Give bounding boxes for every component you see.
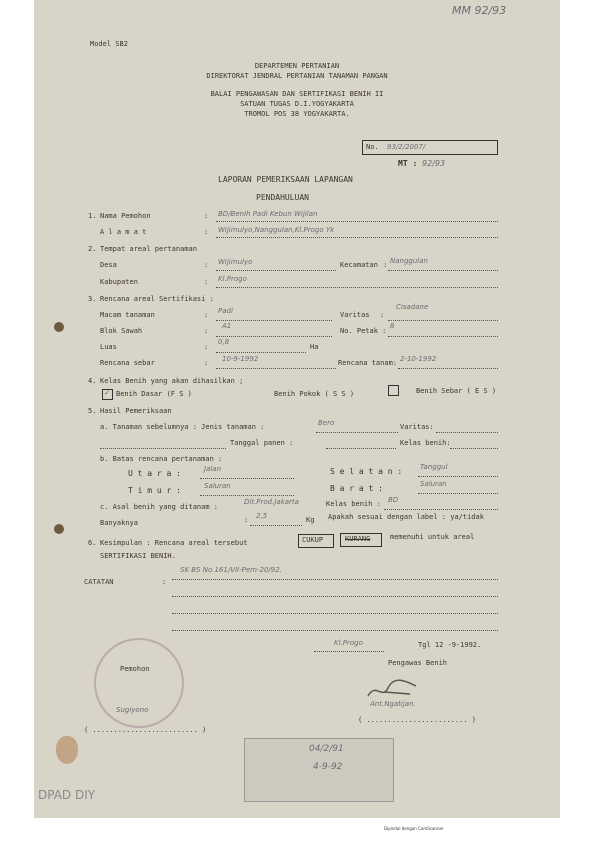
benih-pokok-label: Benih Pokok ( S S ) bbox=[274, 390, 355, 398]
s3-num: 3. bbox=[88, 295, 97, 303]
kabupaten-label: Kabupaten bbox=[100, 278, 138, 286]
scanner-watermark: Dipindai dengan CamScanner bbox=[384, 826, 444, 831]
title-line-1: LAPORAN PEMERIKSAAN LAPANGAN bbox=[218, 175, 353, 184]
c-kelas-benih-label: Kelas benih : bbox=[326, 500, 381, 508]
mt-label: MT : bbox=[398, 159, 418, 168]
ref-box bbox=[362, 140, 498, 155]
header-line-4: SATUAN TUGAS D.I.YOGYAKARTA bbox=[240, 100, 354, 108]
no-petak-value: 8 bbox=[390, 322, 395, 330]
benih-dasar-label: Benih Dasar (F S ) bbox=[116, 390, 192, 398]
title-line-2: PENDAHULUAN bbox=[256, 193, 309, 202]
catatan-label: CATATAN bbox=[84, 578, 114, 586]
utara-label: U t a r a : bbox=[128, 469, 181, 478]
varitas-value: Cisadane bbox=[396, 303, 429, 311]
varitas-label: Varitas bbox=[340, 311, 370, 319]
kecamatan-label: Kecamatan bbox=[340, 261, 378, 269]
document-page: MM 92/93 Model SB2 DEPARTEMEN PERTANIAN DIREKTORAT JENDRAL PERTANIAN TANAMAN PANGAN BALAI PENGAWASAN DAN SERTIFIKASI BENIH II SATUAN TUGAS D.I.YOGYAKARTA TROMOL POS 38 YOGYAKARTA. No. 93/2/2007/ MT : 92/93 LAPORAN PEMERIKSAAN LAPANGAN PENDAHULUAN 1. Nama Pemohon : BD/Benih Padi Kebun Wijilan A l a m a t : Wijimulyo,Nanggulan,Kl.Progo Yk 2. Tempat areal pertanaman Desa : Wijimulyo Kecamatan : Nanggulan Kabupaten : Kl.Progo 3. Rencana areal Sertifikasi : Macam tanaman : Padi Varitas : Cisadane Blok Sawah : A1 No. Petak : 8 Luas : 0,8 Ha Rencana sebar : 10-9-1992 Rencana tanam: 2-10-1992 4. Kelas Benih yang akan dihasilkan ; ✓ Benih Dasar (F S ) Benih Pokok ( S S ) Benih Sebar ( E S ) 5. Hasil Pemeriksaan a. Tanaman sebelumnya : Jenis tanaman : Bero Varitas: Tanggal panen : Kelas benih: b. Batas rencana pertanaman : U t a r a : Jalan S e l a t a n : Tanggul T i m u r : Saluran B a r a t : Saluran c. Asal benih yang ditanam : Dit.Prod.Jakarta Kelas benih : BD Banyaknya : 2,5 Kg Apakah sesuai dengan label : ya/tidak 6. Kesimpulan : Rencana areal tersebut CUKUP KURANG memenuhi untuk areal SERTIFIKASI BENIH. CATATAN : SK BS No.161/VII-Pem-20/92. Kl.Progo Tgl 12 -9-1992. Pengawas Benih Pemohon Sugiyono Ant.Ngatijan. ( ......................... ) ( ........................ ) 04/2/91 4-9-92 DPAD DIY bbox=[34, 0, 560, 818]
desa-value: Wijimulyo bbox=[218, 258, 253, 266]
cukup-label: CUKUP bbox=[302, 536, 324, 544]
selatan-value: Tanggul bbox=[420, 463, 448, 471]
luas-label: Luas bbox=[100, 343, 117, 351]
sertifikasi-benih: SERTIFIKASI BENIH. bbox=[100, 552, 176, 560]
cukup-box bbox=[298, 534, 334, 548]
s5-num: 5. bbox=[88, 407, 97, 415]
asal-benih-label: c. Asal benih yang ditanam : bbox=[100, 503, 219, 511]
blok-sawah-label: Blok Sawah bbox=[100, 327, 143, 335]
punch-hole-top bbox=[54, 322, 64, 332]
model-label: Model SB2 bbox=[90, 40, 128, 48]
sesuai-label: Apakah sesuai dengan label : ya/tidak bbox=[328, 513, 484, 521]
tempat-areal-label: Tempat areal pertanaman bbox=[100, 245, 197, 253]
asal-benih-value: Dit.Prod.Jakarta bbox=[244, 498, 299, 506]
benih-dasar-checkbox: ✓ bbox=[102, 389, 113, 400]
kesimpulan-label: Kesimpulan : Rencana areal tersebut bbox=[100, 539, 248, 547]
s1-num: 1. bbox=[88, 212, 97, 220]
desa-label: Desa bbox=[100, 261, 117, 269]
header-line-3: BALAI PENGAWASAN DAN SERTIFIKASI BENIH II bbox=[210, 90, 384, 98]
benih-pokok-checkbox bbox=[388, 385, 399, 396]
jenis-tanaman-value: Bero bbox=[318, 419, 335, 427]
header-line-2: DIREKTORAT JENDRAL PERTANIAN TANAMAN PANGAN bbox=[206, 72, 388, 80]
catatan-value: SK BS No.161/VII-Pem-20/92. bbox=[180, 566, 282, 574]
received-line-2: 4-9-92 bbox=[313, 762, 343, 772]
footer-logo: DPAD DIY bbox=[38, 788, 96, 802]
banyaknya-value: 2,5 bbox=[256, 512, 268, 520]
alamat-label: A l a m a t bbox=[100, 228, 147, 236]
sign-place: Kl.Progo bbox=[334, 639, 363, 647]
nama-pemohon-label: Nama Pemohon bbox=[100, 212, 151, 220]
hasil-pemeriksaan-label: Hasil Pemeriksaan bbox=[100, 407, 172, 415]
luas-value: 0,8 bbox=[218, 338, 230, 346]
sign-date: Tgl 12 -9-1992. bbox=[418, 641, 482, 649]
selatan-label: S e l a t a n : bbox=[330, 467, 403, 476]
ref-no-label: No. bbox=[366, 143, 379, 151]
pemohon-label: Pemohon bbox=[120, 665, 150, 673]
barat-value: Saluran bbox=[420, 480, 447, 488]
batas-rencana-label: b. Batas rencana pertanaman : bbox=[100, 455, 223, 463]
corner-note: MM 92/93 bbox=[452, 4, 507, 17]
nama-pemohon-value: BD/Benih Padi Kebun Wijilan bbox=[218, 210, 318, 218]
header-line-5: TROMOL POS 38 YOGYAKARTA. bbox=[244, 110, 350, 118]
benih-sebar-label: Benih Sebar ( E S ) bbox=[416, 387, 497, 395]
s4-num: 4. bbox=[88, 377, 97, 385]
rencana-tanam-label: Rencana tanam: bbox=[338, 359, 398, 367]
s6-num: 6. bbox=[88, 539, 97, 547]
punch-hole-bottom bbox=[54, 524, 64, 534]
no-petak-label: No. Petak : bbox=[340, 327, 387, 335]
barat-label: B a r a t : bbox=[330, 484, 383, 493]
pemohon-name: Sugiyono bbox=[116, 706, 149, 714]
rencana-tanam-value: 2-10-1992 bbox=[400, 355, 437, 363]
kesimpulan-tail: memenuhi untuk areal bbox=[390, 533, 475, 541]
pengawas-benih-label: Pengawas Benih bbox=[388, 659, 448, 667]
received-line-1: 04/2/91 bbox=[309, 744, 344, 754]
utara-value: Jalan bbox=[204, 465, 222, 473]
macam-tanaman-value: Padi bbox=[218, 307, 233, 315]
received-stamp bbox=[244, 738, 394, 802]
kabupaten-value: Kl.Progo bbox=[218, 275, 247, 283]
alamat-value: Wijimulyo,Nanggulan,Kl.Progo Yk bbox=[218, 226, 335, 234]
kg-unit: Kg bbox=[306, 516, 315, 524]
blok-sawah-value: A1 bbox=[222, 322, 232, 330]
tanaman-sebelumnya-label: a. Tanaman sebelumnya : Jenis tanaman : bbox=[100, 423, 265, 431]
dpad-emblem bbox=[56, 736, 78, 764]
rencana-sebar-value: 10-9-1992 bbox=[222, 355, 259, 363]
ha-unit: Ha bbox=[310, 343, 319, 351]
c-kelas-benih-value: BD bbox=[388, 496, 399, 504]
a-kelas-benih-label: Kelas benih: bbox=[400, 439, 451, 447]
ref-no-value: 93/2/2007/ bbox=[387, 143, 426, 151]
kurang-box bbox=[340, 533, 382, 547]
a-varitas-label: Varitas: bbox=[400, 423, 434, 431]
mt-value: 92/93 bbox=[422, 159, 446, 168]
kurang-label: KURANG bbox=[345, 535, 371, 543]
rencana-areal-label: Rencana areal Sertifikasi : bbox=[100, 295, 214, 303]
s2-num: 2. bbox=[88, 245, 97, 253]
kelas-benih-label: Kelas Benih yang akan dihasilkan ; bbox=[100, 377, 244, 385]
pengawas-name: Ant.Ngatijan. bbox=[370, 700, 416, 708]
macam-tanaman-label: Macam tanaman bbox=[100, 311, 155, 319]
timur-label: T i m u r : bbox=[128, 486, 181, 495]
timur-value: Saluran bbox=[204, 482, 231, 490]
rencana-sebar-label: Rencana sebar bbox=[100, 359, 155, 367]
banyaknya-label: Banyaknya bbox=[100, 519, 138, 527]
header-line-1: DEPARTEMEN PERTANIAN bbox=[254, 62, 340, 70]
tanggal-panen-label: Tanggal panen : bbox=[230, 439, 294, 447]
kecamatan-value: Nanggulan bbox=[390, 257, 428, 265]
